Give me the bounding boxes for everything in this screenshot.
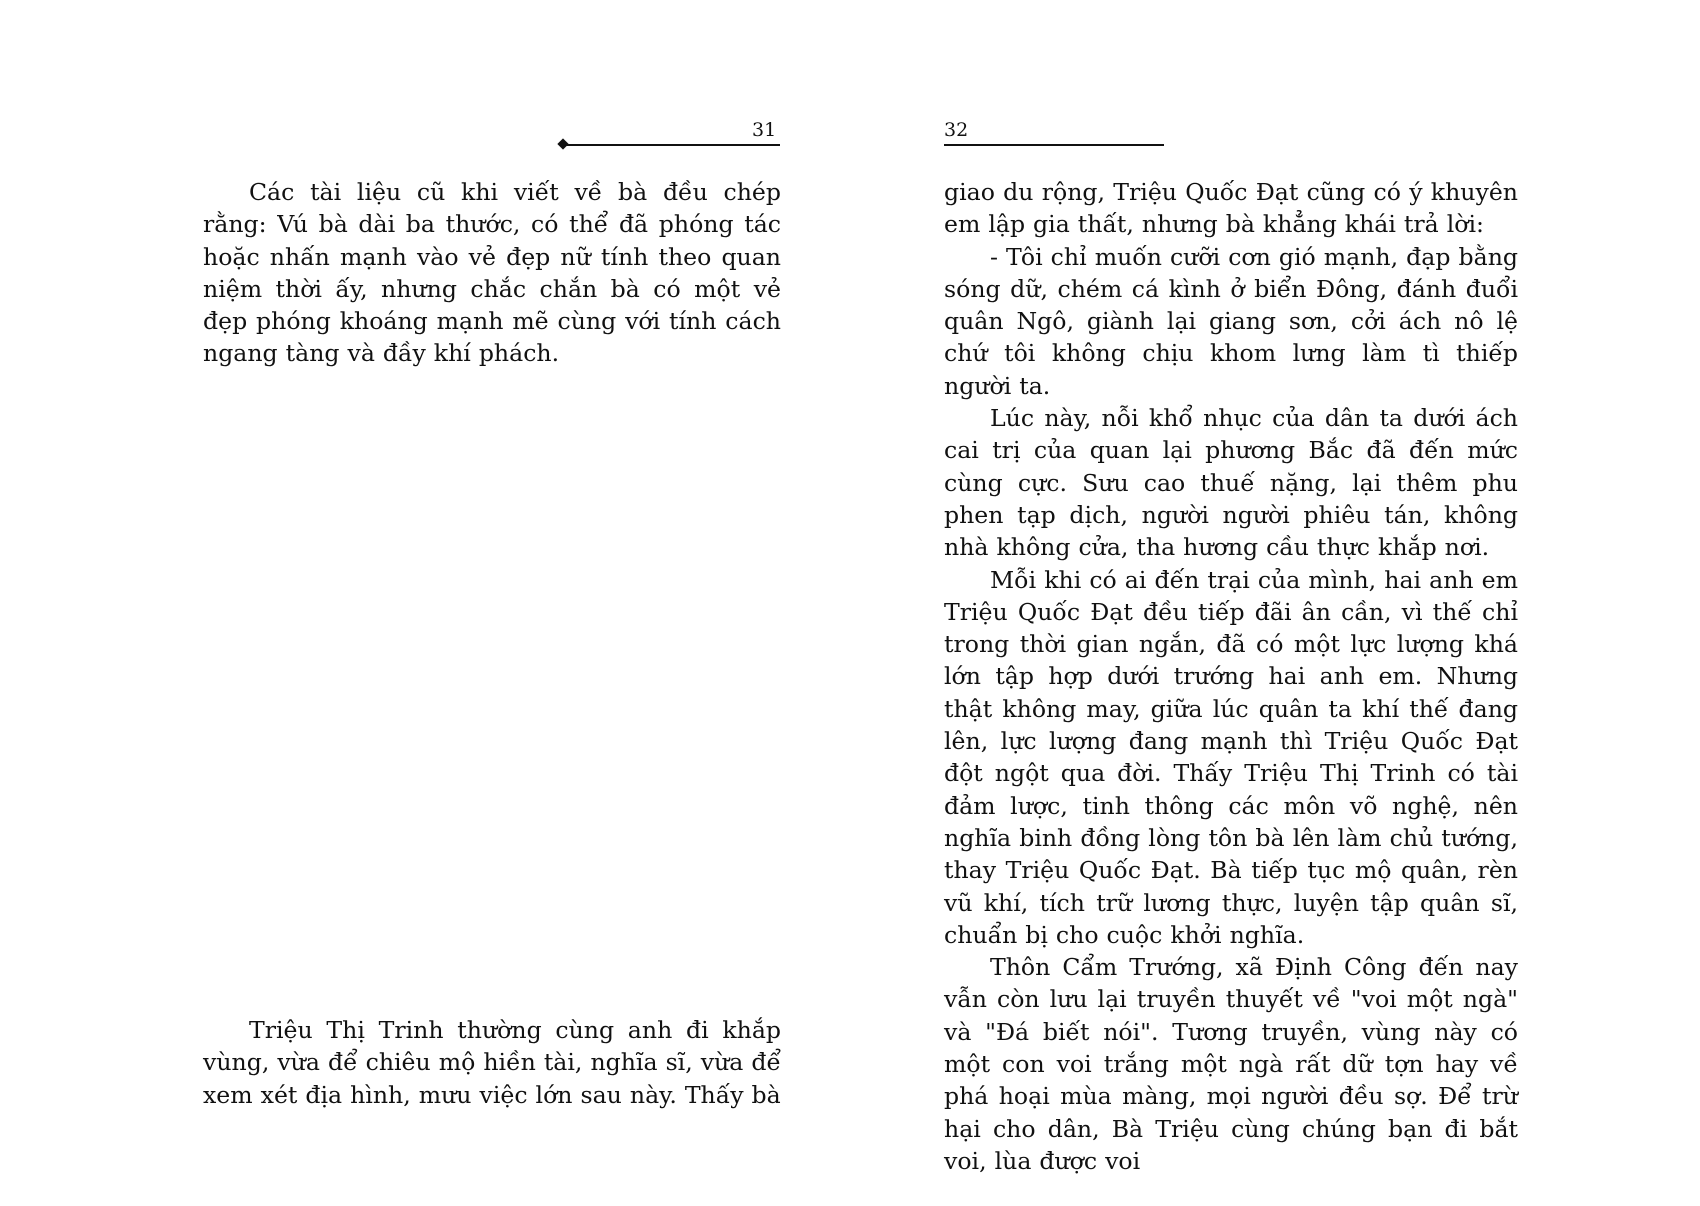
dialogue-paragraph: - Tôi chỉ muốn cưỡi cơn gió mạnh, đạp bằng sóng dữ, chém cá kình ở biển Đông, đánh đuổi quân Ngô, giành lại giang sơn, cởi ách nô lệ chứ tôi không chịu khom lưng làm tì thiếp người ta.: [944, 242, 1518, 400]
paragraph: Triệu Thị Trinh thường cùng anh đi khắp vùng, vừa để chiêu mộ hiền tài, nghĩa sĩ, vừa để xem xét địa hình, mưu việc lớn sau này. Thấy bà: [203, 1016, 781, 1109]
right-text: [944, 176, 1518, 1177]
header-rule-right: [944, 144, 1164, 146]
page-number-left: 31: [752, 119, 777, 141]
header-diamond-left: [557, 138, 568, 149]
paragraph: Lúc này, nỗi khổ nhục của dân ta dưới ách cai trị của quan lại phương Bắc đã đến mức cùng cực. Sưu cao thuế nặng, lại thêm phu phen tạp dịch, người người phiêu tán, không nhà không cửa, tha hương cầu thực khắp nơi.: [944, 404, 1518, 562]
header-rule-left: [563, 144, 780, 146]
paragraph: Thôn Cẩm Trướng, xã Định Công đến nay vẫn còn lưu lại truyền thuyết về "voi một ngà" và "Đá biết nói". Tương truyền, vùng này có một con voi trắng một ngà rất dữ tợn hay về phá hoại mùa màng, mọi người đều sợ. Để trừ hại cho dân, Bà Triệu cùng chúng bạn đi bắt voi, lùa được voi: [944, 953, 1518, 1175]
paragraph: Mỗi khi có ai đến trại của mình, hai anh em Triệu Quốc Đạt đều tiếp đãi ân cần, vì thế chỉ trong thời gian ngắn, đã có một lực lượng khá lớn tập hợp dưới trướng hai anh em. Nhưng thật không may, giữa lúc quân ta khí thế đang lên, lực lượng đang mạnh thì Triệu Quốc Đạt đột ngột qua đời. Thấy Triệu Thị Trinh có tài đảm lược, tinh thông các môn võ nghệ, nên nghĩa binh đồng lòng tôn bà lên làm chủ tướng, thay Triệu Quốc Đạt. Bà tiếp tục mộ quân, rèn vũ khí, tích trữ lương thực, luyện tập quân sĩ, chuẩn bị cho cuộc khởi nghĩa.: [944, 565, 1518, 949]
right-page: [850, 0, 1700, 1206]
left-text-top: [203, 176, 781, 370]
page-number-right: 32: [944, 119, 969, 141]
paragraph: Các tài liệu cũ khi viết về bà đều chép rằng: Vú bà dài ba thước, có thể đã phóng tác hoặc nhấn mạnh vào vẻ đẹp nữ tính theo quan niệm thời ấy, nhưng chắc chắn bà có một vẻ đẹp phóng khoáng mạnh mẽ cùng với tính cách ngang tàng và đầy khí phách.: [203, 178, 781, 368]
left-text-bottom: [203, 1014, 781, 1111]
paragraph: giao du rộng, Triệu Quốc Đạt cũng có ý khuyên em lập gia thất, nhưng bà khẳng khái trả lời:: [944, 178, 1518, 239]
